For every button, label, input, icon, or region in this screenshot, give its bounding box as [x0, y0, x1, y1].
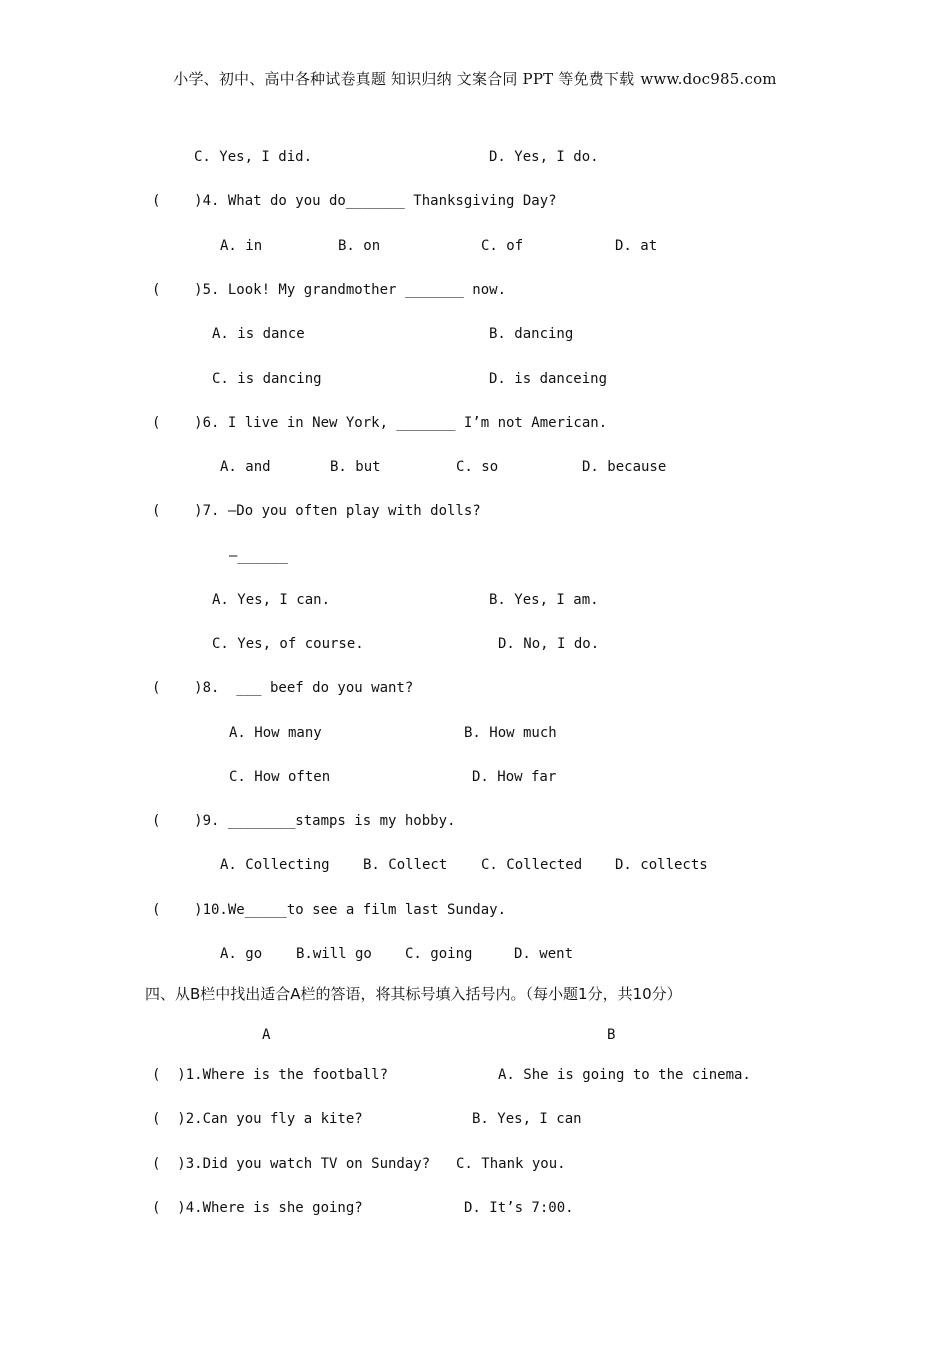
- section4-column-a-heading: A: [262, 1027, 271, 1043]
- q7-option-d: D. No, I do.: [498, 636, 600, 652]
- q9-option-a: A. Collecting: [220, 857, 330, 873]
- q5-option-c: C. is dancing: [212, 371, 322, 387]
- q9-option-d: D. collects: [615, 857, 708, 873]
- q7-stem: ( )7. —Do you often play with dolls?: [152, 503, 481, 519]
- header-site: www.doc985.com: [640, 70, 777, 88]
- match-question-2: ( )2.Can you fly a kite?: [152, 1111, 363, 1127]
- q8-option-c: C. How often: [229, 769, 331, 785]
- match-answer-b: B. Yes, I can: [472, 1111, 582, 1127]
- q5-option-a: A. is dance: [212, 326, 305, 342]
- q4-option-c: C. of: [481, 238, 524, 254]
- q7-option-c: C. Yes, of course.: [212, 636, 364, 652]
- q8-option-b: B. How much: [464, 725, 557, 741]
- q6-option-a: A. and: [220, 459, 271, 475]
- match-answer-d: D. It’s 7:00.: [464, 1200, 574, 1216]
- q9-option-c: C. Collected: [481, 857, 583, 873]
- section4-column-b-heading: B: [607, 1027, 616, 1043]
- q6-option-d: D. because: [582, 459, 667, 475]
- q8-stem: ( )8. ___ beef do you want?: [152, 680, 414, 696]
- q8-option-d: D. How far: [472, 769, 557, 785]
- q7-option-a: A. Yes, I can.: [212, 592, 331, 608]
- q10-option-c: C. going: [405, 946, 473, 962]
- q6-option-c: C. so: [456, 459, 499, 475]
- q5-option-d: D. is danceing: [489, 371, 608, 387]
- q4-option-b: B. on: [338, 238, 381, 254]
- page-header: [0, 68, 950, 89]
- q7-answer-line: —______: [229, 548, 289, 564]
- q10-stem: ( )10.We_____to see a film last Sunday.: [152, 902, 507, 918]
- q10-option-d: D. went: [514, 946, 574, 962]
- q9-option-b: B. Collect: [363, 857, 448, 873]
- match-question-3: ( )3.Did you watch TV on Sunday?: [152, 1156, 431, 1172]
- q4-option-d: D. at: [615, 238, 658, 254]
- q4-stem: ( )4. What do you do_______ Thanksgiving Day?: [152, 193, 557, 209]
- q6-option-b: B. but: [330, 459, 381, 475]
- section4-title: 四、从B栏中找出适合A栏的答语，将其标号填入括号内。（每小题1分，共10分）: [145, 985, 682, 1003]
- q4-option-a: A. in: [220, 238, 263, 254]
- q5-option-b: B. dancing: [489, 326, 574, 342]
- match-answer-a: A. She is going to the cinema.: [498, 1067, 751, 1083]
- match-answer-c: C. Thank you.: [456, 1156, 566, 1172]
- match-question-4: ( )4.Where is she going?: [152, 1200, 363, 1216]
- q9-stem: ( )9. ________stamps is my hobby.: [152, 813, 456, 829]
- q3-option-d: D. Yes, I do.: [489, 149, 599, 165]
- q8-option-a: A. How many: [229, 725, 322, 741]
- q3-option-c: C. Yes, I did.: [194, 149, 313, 165]
- header-text: 小学、初中、高中各种试卷真题 知识归纳 文案合同 PPT 等免费下载: [173, 70, 635, 88]
- q10-option-b: B.will go: [296, 946, 372, 962]
- q5-stem: ( )5. Look! My grandmother _______ now.: [152, 282, 507, 298]
- q7-option-b: B. Yes, I am.: [489, 592, 599, 608]
- match-question-1: ( )1.Where is the football?: [152, 1067, 389, 1083]
- q10-option-a: A. go: [220, 946, 263, 962]
- q6-stem: ( )6. I live in New York, _______ I’m not American.: [152, 415, 608, 431]
